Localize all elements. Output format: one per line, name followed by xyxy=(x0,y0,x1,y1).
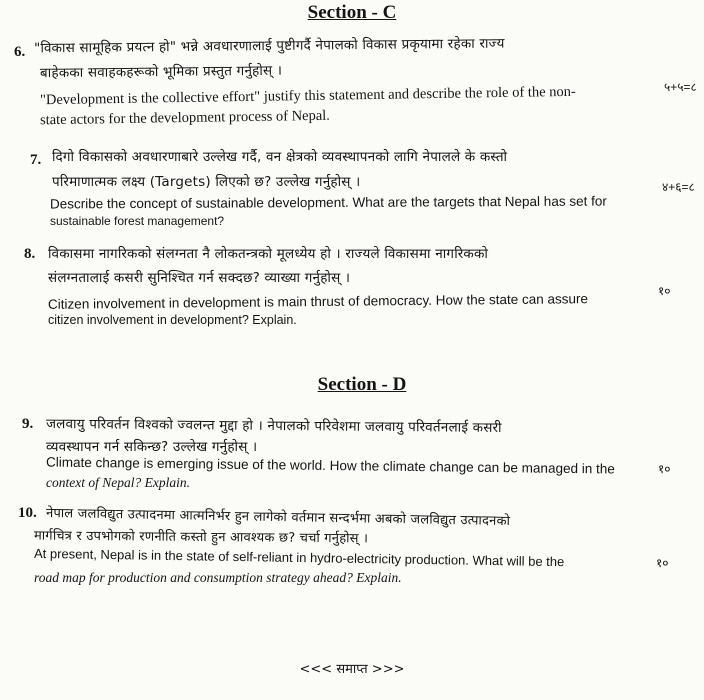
section-c-title: Section - C xyxy=(307,2,397,23)
question-nepali-line: जलवायु परिवर्तन विश्वको ज्वलन्त मुद्दा हो । नेपालको परिवेशमा जलवायु परिवर्तनलाई कसरी xyxy=(45,416,502,436)
question-marks: १० xyxy=(658,284,671,298)
question-number: 10. xyxy=(18,505,37,521)
question-number: 8. xyxy=(24,246,36,262)
question-nepali-line: मार्गचित्र र उपभोगको रणनीति कस्तो हुन आवश्यक छ? चर्चा गर्नुहोस् । xyxy=(33,528,369,547)
question-nepali-line: विकासमा नागरिकको संलग्नता नै लोकतन्त्रको मूलध्येय हो । राज्यले विकासमा नागरिकको xyxy=(48,246,489,262)
question-nepali-line: व्यवस्थापन गर्न सकिन्छ? उल्लेख गर्नुहोस् । xyxy=(46,439,258,455)
question-number: 7. xyxy=(30,152,42,168)
question-english-line: citizen involvement in development? Explain. xyxy=(48,313,297,327)
question-english-line: state actors for the development process of Nepal. xyxy=(39,107,331,129)
question-english-line: context of Nepal? Explain. xyxy=(46,475,190,490)
question-nepali-line: बाहेकका सवाहकहरूको भूमिका प्रस्तुत गर्नुहोस् । xyxy=(39,62,283,82)
question-nepali-line: नेपाल जलविद्युत उत्पादनमा आत्मनिर्भर हुन लागेको वर्तमान सन्दर्भमा अबको जलविद्युत उत्पादनको xyxy=(45,505,511,530)
section-d-title: Section - D xyxy=(317,374,407,395)
question-english-line: Describe the concept of sustainable development. What are the targets that Nepal has set for xyxy=(49,193,607,212)
question-number: 6. xyxy=(14,44,26,60)
question-nepali-line: परिमाणात्मक लक्ष्य (Targets) लिएको छ? उल्लेख गर्नुहोस् । xyxy=(52,174,361,190)
question-english-line: "Development is the collective effort" justify this statement and describe the role of the non- xyxy=(39,83,576,109)
question-marks: ४+६=८ xyxy=(662,180,695,194)
question-number: 9. xyxy=(22,416,34,432)
question-english-line: sustainable forest management? xyxy=(50,214,225,228)
question-marks: १० xyxy=(658,462,671,476)
question-nepali-line: संलग्नतालाई कसरी सुनिश्चित गर्न सक्दछ? व्याख्या गर्नुहोस् । xyxy=(48,270,351,286)
question-nepali-line: "विकास सामूहिक प्रयत्न हो" भन्ने अवधारणालाई पुष्टीगर्दै नेपालको विकास प्रकृयामा रहेका राज्य xyxy=(33,35,505,57)
question-english-line: At present, Nepal is in the state of self-reliant in hydro-electricity production. What will be the xyxy=(33,545,565,570)
question-english-line: road map for production and consumption strategy ahead? Explain. xyxy=(34,570,402,585)
question-english-line: Climate change is emerging issue of the world. How the climate change can be managed in the xyxy=(45,454,615,477)
end-marker: <<< समाप्त >>> xyxy=(299,662,405,677)
question-english-line: Citizen involvement in development is main thrust of democracy. How the state can assure xyxy=(47,291,589,312)
question-marks: ५+५=८ xyxy=(664,80,697,94)
question-nepali-line: दिगो विकासको अवधारणाबारे उल्लेख गर्दै, वन क्षेत्रको व्यवस्थापनको लागि नेपालले के कस्तो xyxy=(52,149,508,165)
question-marks: १० xyxy=(656,556,669,570)
